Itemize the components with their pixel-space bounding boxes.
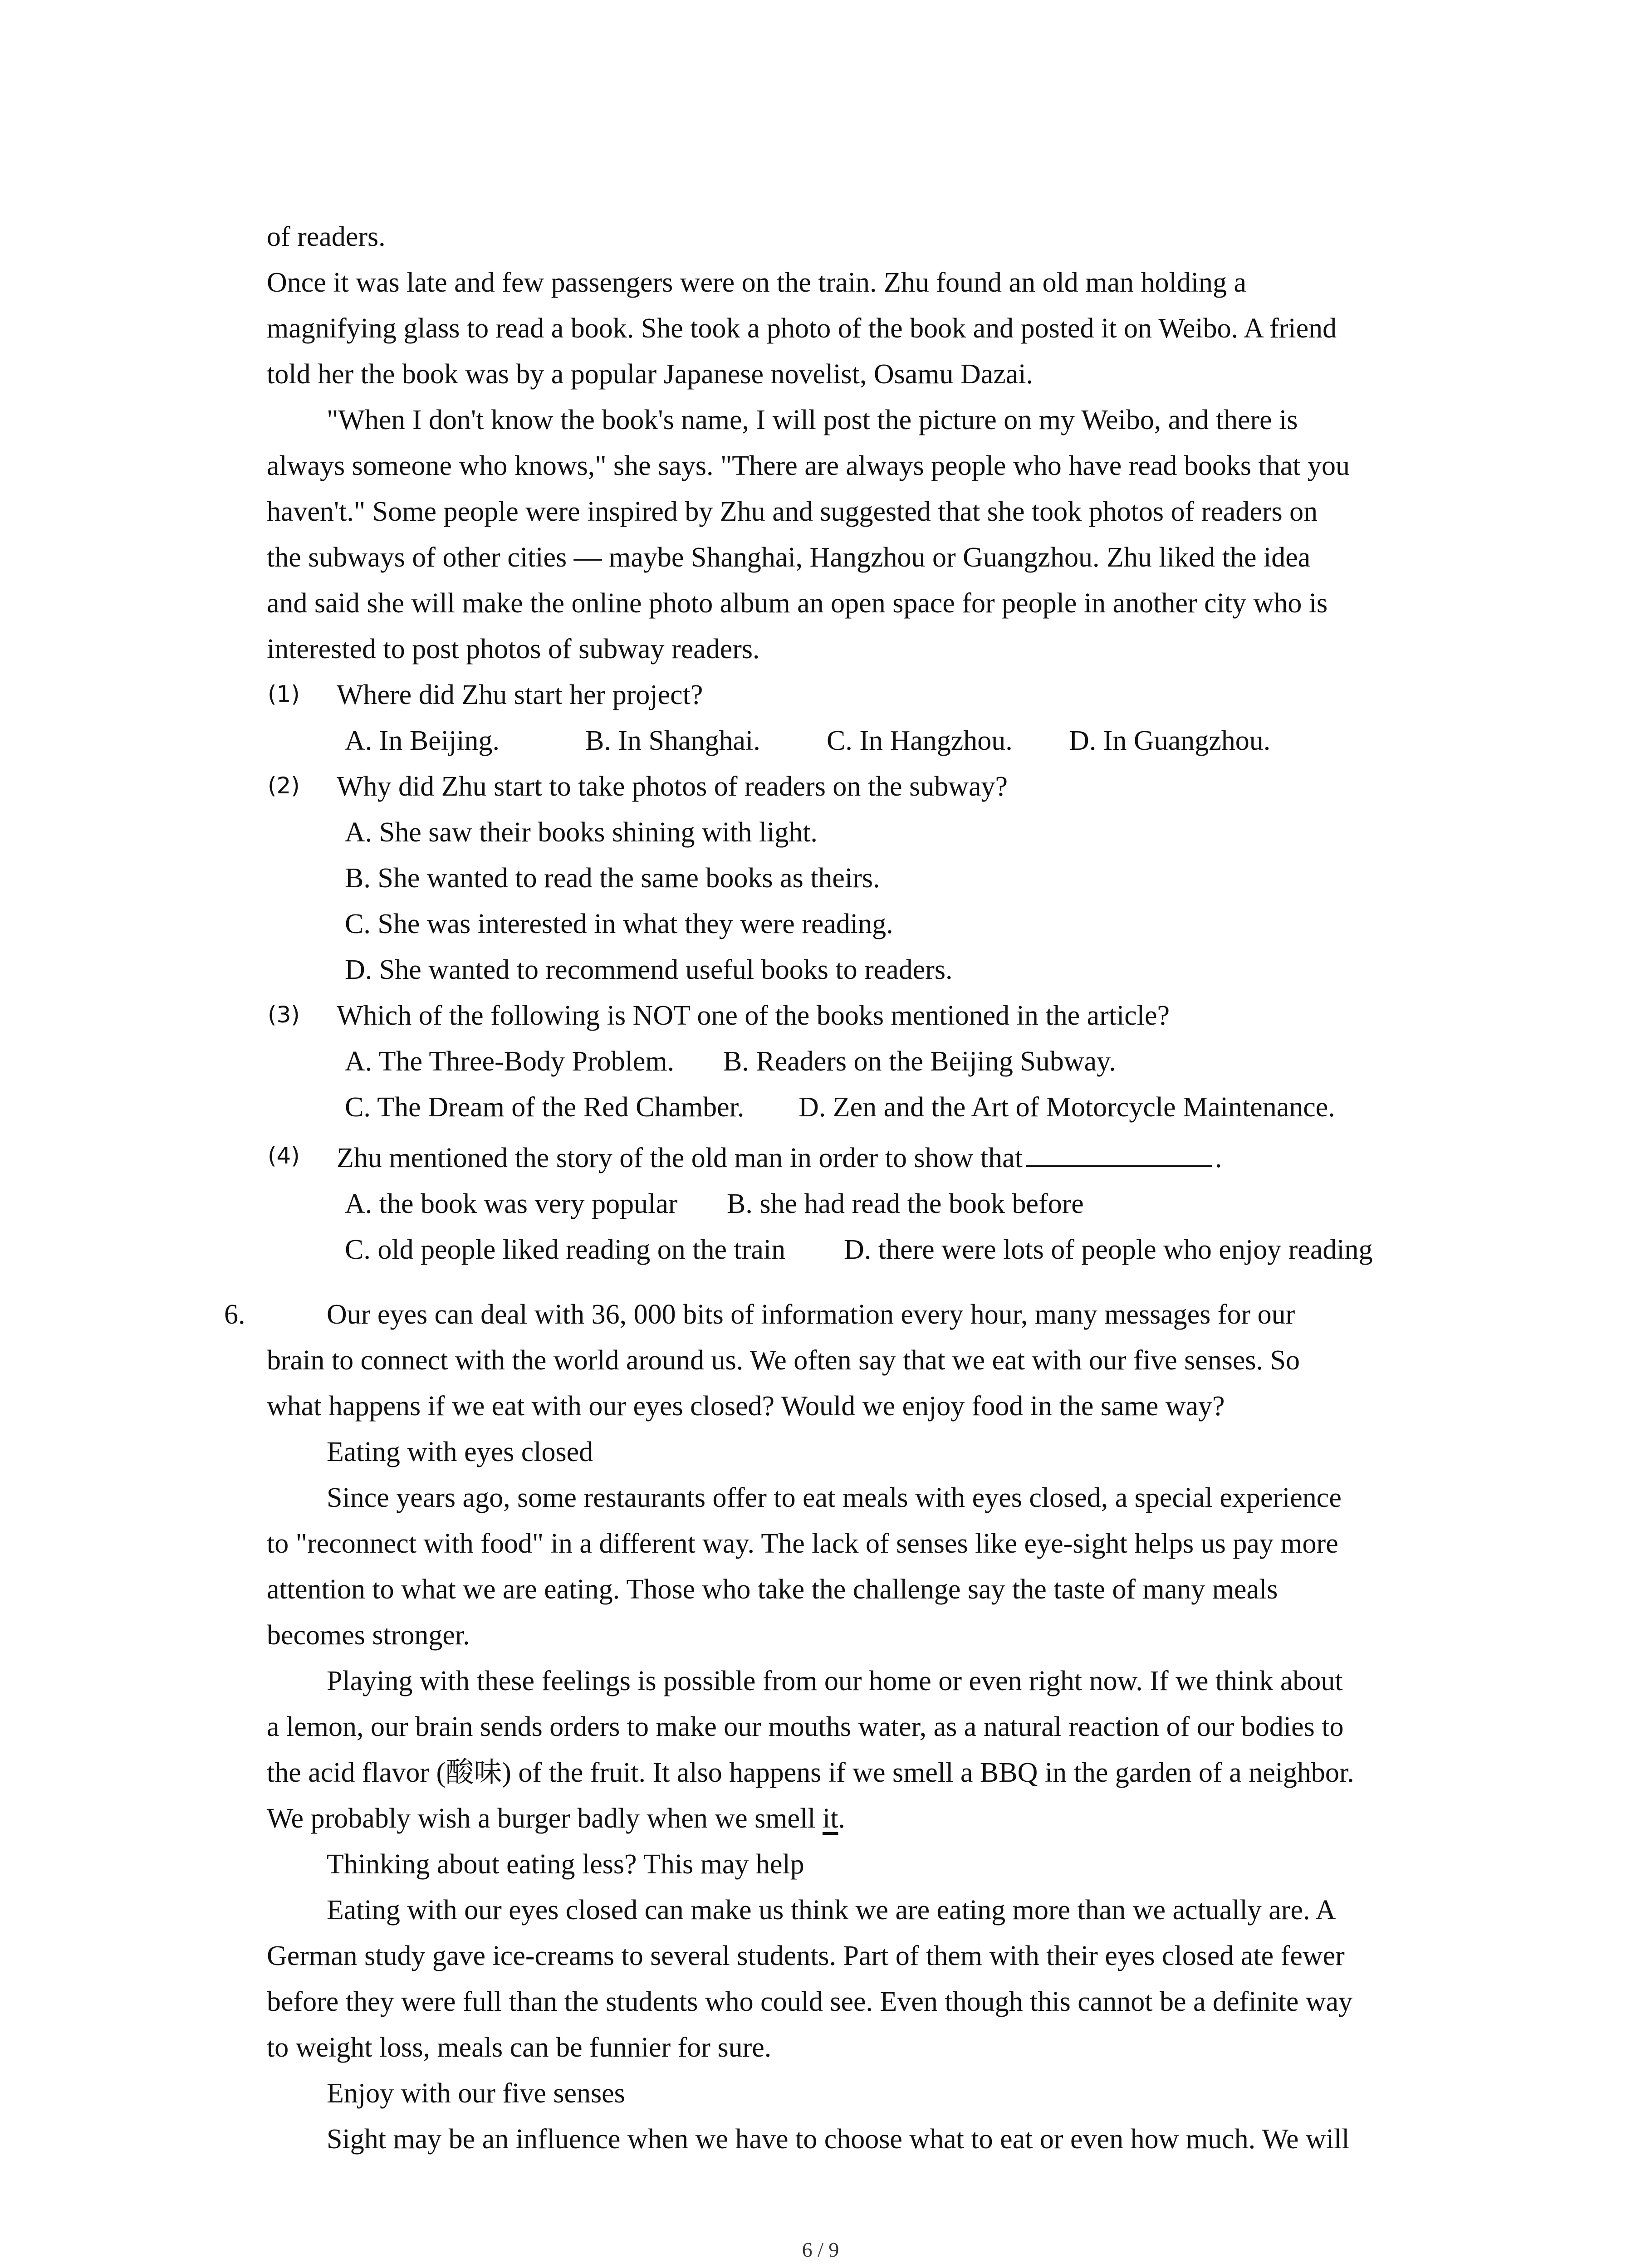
question-text: Where did Zhu start her project? <box>337 679 703 710</box>
text-line: Eating with our eyes closed can make us think we are eating more than we actually are. A <box>327 1895 1336 1926</box>
text-line: and said she will make the online photo album an open space for people in another city who is <box>267 588 1328 619</box>
option-b: B. Readers on the Beijing Subway. <box>723 1046 1116 1077</box>
answer-blank <box>1026 1138 1212 1167</box>
text-line: attention to what we are eating. Those who take the challenge say the taste of many meals <box>267 1574 1278 1605</box>
option-a: A. In Beijing. <box>345 725 500 756</box>
question-text <box>337 1135 1222 1181</box>
text-line: the subways of other cities — maybe Shanghai, Hangzhou or Guangzhou. Zhu liked the idea <box>267 542 1311 573</box>
text-line: "When I don't know the book's name, I will post the picture on my Weibo, and there is <box>327 405 1298 435</box>
question-text: Why did Zhu start to take photos of readers on the subway? <box>337 771 1008 802</box>
text-line: becomes stronger. <box>267 1620 470 1651</box>
option-a: A. The Three-Body Problem. <box>345 1046 675 1077</box>
page-number: 6 / 9 <box>802 2238 839 2261</box>
text-line: Once it was late and few passengers were on the train. Zhu found an old man holding a <box>267 267 1247 298</box>
text-line: brain to connect with the world around us. We often say that we eat with our five senses. So <box>267 1345 1300 1376</box>
option-c: C. old people liked reading on the train <box>345 1234 786 1265</box>
text-line: always someone who knows," she says. "There are always people who have read books that you <box>267 450 1350 481</box>
question-number: (2) <box>268 772 300 799</box>
text-segment: . <box>838 1803 845 1834</box>
section-heading: Eating with eyes closed <box>327 1437 593 1467</box>
text-line: told her the book was by a popular Japanese novelist, Osamu Dazai. <box>267 359 1034 390</box>
text-line: to weight loss, meals can be funnier for sure. <box>267 2032 772 2063</box>
text-line: Sight may be an influence when we have to choose what to eat or even how much. We will <box>327 2124 1350 2155</box>
question-6-number: 6. <box>224 1299 245 1330</box>
text-line: Since years ago, some restaurants offer to eat meals with eyes closed, a special experience <box>327 1482 1342 1513</box>
text-line: a lemon, our brain sends orders to make our mouths water, as a natural reaction of our bodies to <box>267 1711 1344 1742</box>
section-heading: Enjoy with our five senses <box>327 2078 625 2109</box>
text-line: to "reconnect with food" in a different way. The lack of senses like eye-sight helps us pay more <box>267 1528 1338 1559</box>
text-line: German study gave ice-creams to several students. Part of them with their eyes closed ate fewer <box>267 1941 1345 1971</box>
option-c: C. The Dream of the Red Chamber. <box>345 1092 745 1123</box>
question-stem: Zhu mentioned the story of the old man in order to show that <box>337 1143 1023 1173</box>
option-d: D. In Guangzhou. <box>1069 725 1271 756</box>
section-heading: Thinking about eating less? This may help <box>327 1849 804 1880</box>
option-a: A. She saw their books shining with light. <box>345 817 818 848</box>
underlined-word: it <box>822 1803 838 1834</box>
text-segment: We probably wish a burger badly when we smell <box>267 1803 823 1834</box>
question-text: Which of the following is NOT one of the books mentioned in the article? <box>337 1000 1170 1031</box>
option-b: B. she had read the book before <box>727 1188 1084 1219</box>
text-line: of readers. <box>267 221 386 252</box>
text-line: the acid flavor (酸味) of the fruit. It also happens if we smell a BBQ in the garden of a neighbor. <box>267 1757 1354 1788</box>
text-line: what happens if we eat with our eyes closed? Would we enjoy food in the same way? <box>267 1391 1225 1422</box>
option-a: A. the book was very popular <box>345 1188 678 1219</box>
text-line: interested to post photos of subway readers. <box>267 634 760 665</box>
text-line: haven't." Some people were inspired by Zhu and suggested that she took photos of readers on <box>267 496 1318 527</box>
question-number: (4) <box>268 1143 300 1169</box>
text-line: Our eyes can deal with 36, 000 bits of information every hour, many messages for our <box>327 1299 1295 1330</box>
option-d: D. there were lots of people who enjoy reading <box>844 1234 1373 1265</box>
option-c: C. In Hangzhou. <box>827 725 1013 756</box>
question-stem-end: . <box>1215 1143 1222 1173</box>
text-line: before they were full than the students who could see. Even though this cannot be a definite way <box>267 1986 1353 2017</box>
text-line: magnifying glass to read a book. She took a photo of the book and posted it on Weibo. A friend <box>267 313 1337 344</box>
text-line <box>267 1796 845 1842</box>
question-number: (1) <box>268 681 300 707</box>
option-d: D. She wanted to recommend useful books to readers. <box>345 954 953 985</box>
option-b: B. In Shanghai. <box>585 725 760 756</box>
option-d: D. Zen and the Art of Motorcycle Maintenance. <box>798 1092 1335 1123</box>
question-number: (3) <box>268 1002 300 1028</box>
option-b: B. She wanted to read the same books as theirs. <box>345 863 880 894</box>
option-c: C. She was interested in what they were reading. <box>345 909 893 939</box>
text-line: Playing with these feelings is possible from our home or even right now. If we think about <box>327 1666 1343 1696</box>
